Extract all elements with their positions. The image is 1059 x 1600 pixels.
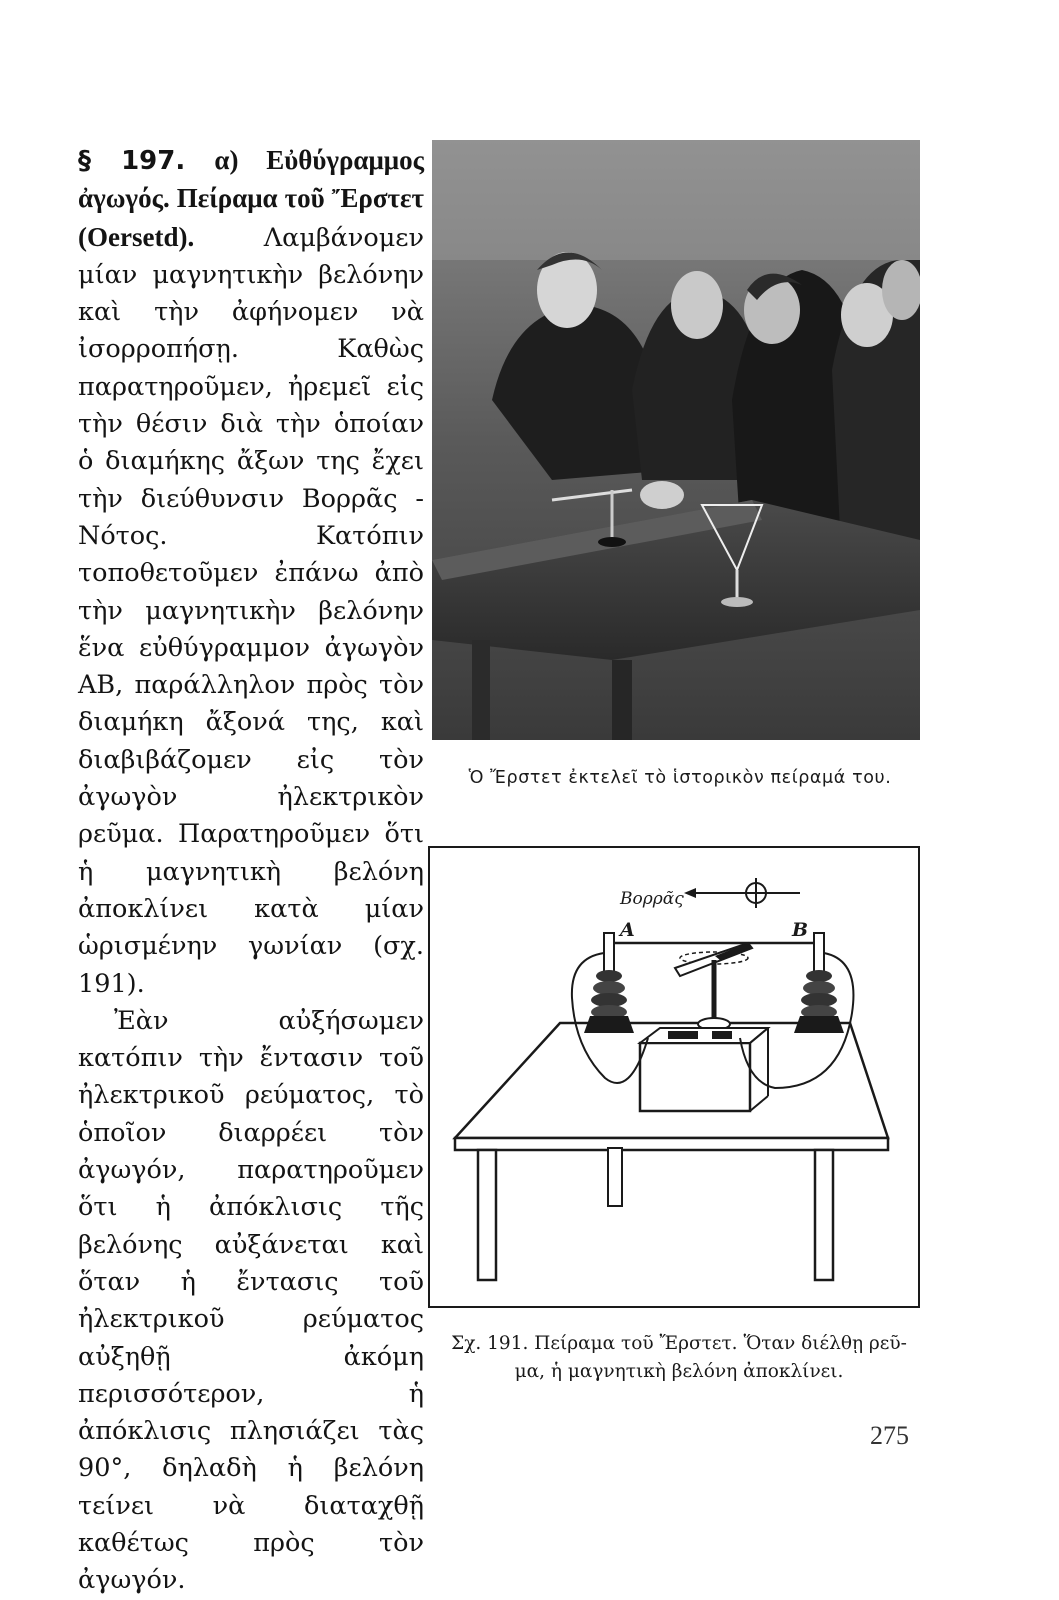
left-terminal (584, 933, 634, 1033)
section-title: α) Εὐθύγραμμος ἀγωγός. Πείραμα τοῦ Ἔρστετ (Oersetd). (78, 145, 424, 252)
label-b: Β (792, 919, 809, 941)
north-arrow-head-icon (684, 888, 696, 898)
magnetic-needle (675, 943, 752, 1030)
figure-caption-line-1: Σχ. 191. Πείραμα τοῦ Ἔρστετ. Ὅταν διέλθῃ ρεῦ- (451, 1333, 907, 1354)
battery (640, 1028, 768, 1111)
paragraph-1 (78, 142, 424, 1003)
oersted-engraving (432, 140, 920, 740)
right-terminal (794, 933, 844, 1033)
oersted-apparatus-drawing (430, 848, 918, 1306)
north-label: Βορρᾶς (620, 889, 684, 909)
photo-caption: Ὁ Ἔρστετ ἐκτελεῖ τὸ ἱστορικὸν πείραμά του. (468, 768, 892, 788)
historical-photo (432, 140, 920, 740)
table-leg (478, 1150, 496, 1280)
paragraph-1-text: Λαμβάνομεν μίαν μαγνητικὴν βελόνην καὶ τὴν ἀφήνομεν νὰ ἰσορροπήσῃ. Καθὼς παρατηροῦμεν, ἠρεμεῖ εἰς τὴν θέσιν διὰ τὴν ὁποίαν ὁ διαμήκης ἄξων της ἔχει τὴν διεύθυνσιν Βορρᾶς - Νότος. Κατόπιν τοποθετοῦμεν ἐπάνω ἀπὸ τὴν μαγνητικὴν βελόνην ἕνα εὐθύγραμμον ἀγωγὸν ΑΒ, παράλληλον πρὸς τὸν διαμήκη ἄξονά της, καὶ διαβιβάζομεν εἰς τὸν ἀγωγὸν ἠλεκτρικὸν ρεῦμα. Παρατηροῦμεν ὅτι ἡ μαγνητικὴ βελόνη ἀποκλίνει κατὰ μίαν ὡρισμένην γωνίαν (σχ. 191). (78, 222, 424, 999)
page-number: 275 (870, 1421, 909, 1450)
body-text-column (78, 142, 424, 1600)
figure-191-diagram (428, 846, 920, 1308)
figure-caption-line-2: μα, ἡ μαγνητικὴ βελόνη ἀποκλίνει. (514, 1361, 844, 1382)
paragraph-2: Ἐὰν αὐξήσωμεν κατόπιν τὴν ἔντασιν τοῦ ἠλεκτρικοῦ ρεύματος, τὸ ὁποῖον διαρρέει τὸν ἀγωγόν, παρατηροῦμεν ὅτι ἡ ἀπόκλισις τῆς βελόνης αὐξάνεται καὶ ὅταν ἡ ἔντασις τοῦ ἠλεκτρικοῦ ρεύματος αὐξηθῇ ἀκόμη περισσότερον, ἡ ἀπόκλισις πλησιάζει τὰς 90°, δηλαδὴ ἡ βελόνη τείνει νὰ διαταχθῇ καθέτως πρὸς τὸν ἀγωγόν. (78, 1005, 424, 1596)
table-leg (815, 1150, 833, 1280)
figure-caption (436, 1330, 922, 1386)
section-number: § 197. (78, 146, 186, 176)
label-a: Α (620, 919, 635, 941)
